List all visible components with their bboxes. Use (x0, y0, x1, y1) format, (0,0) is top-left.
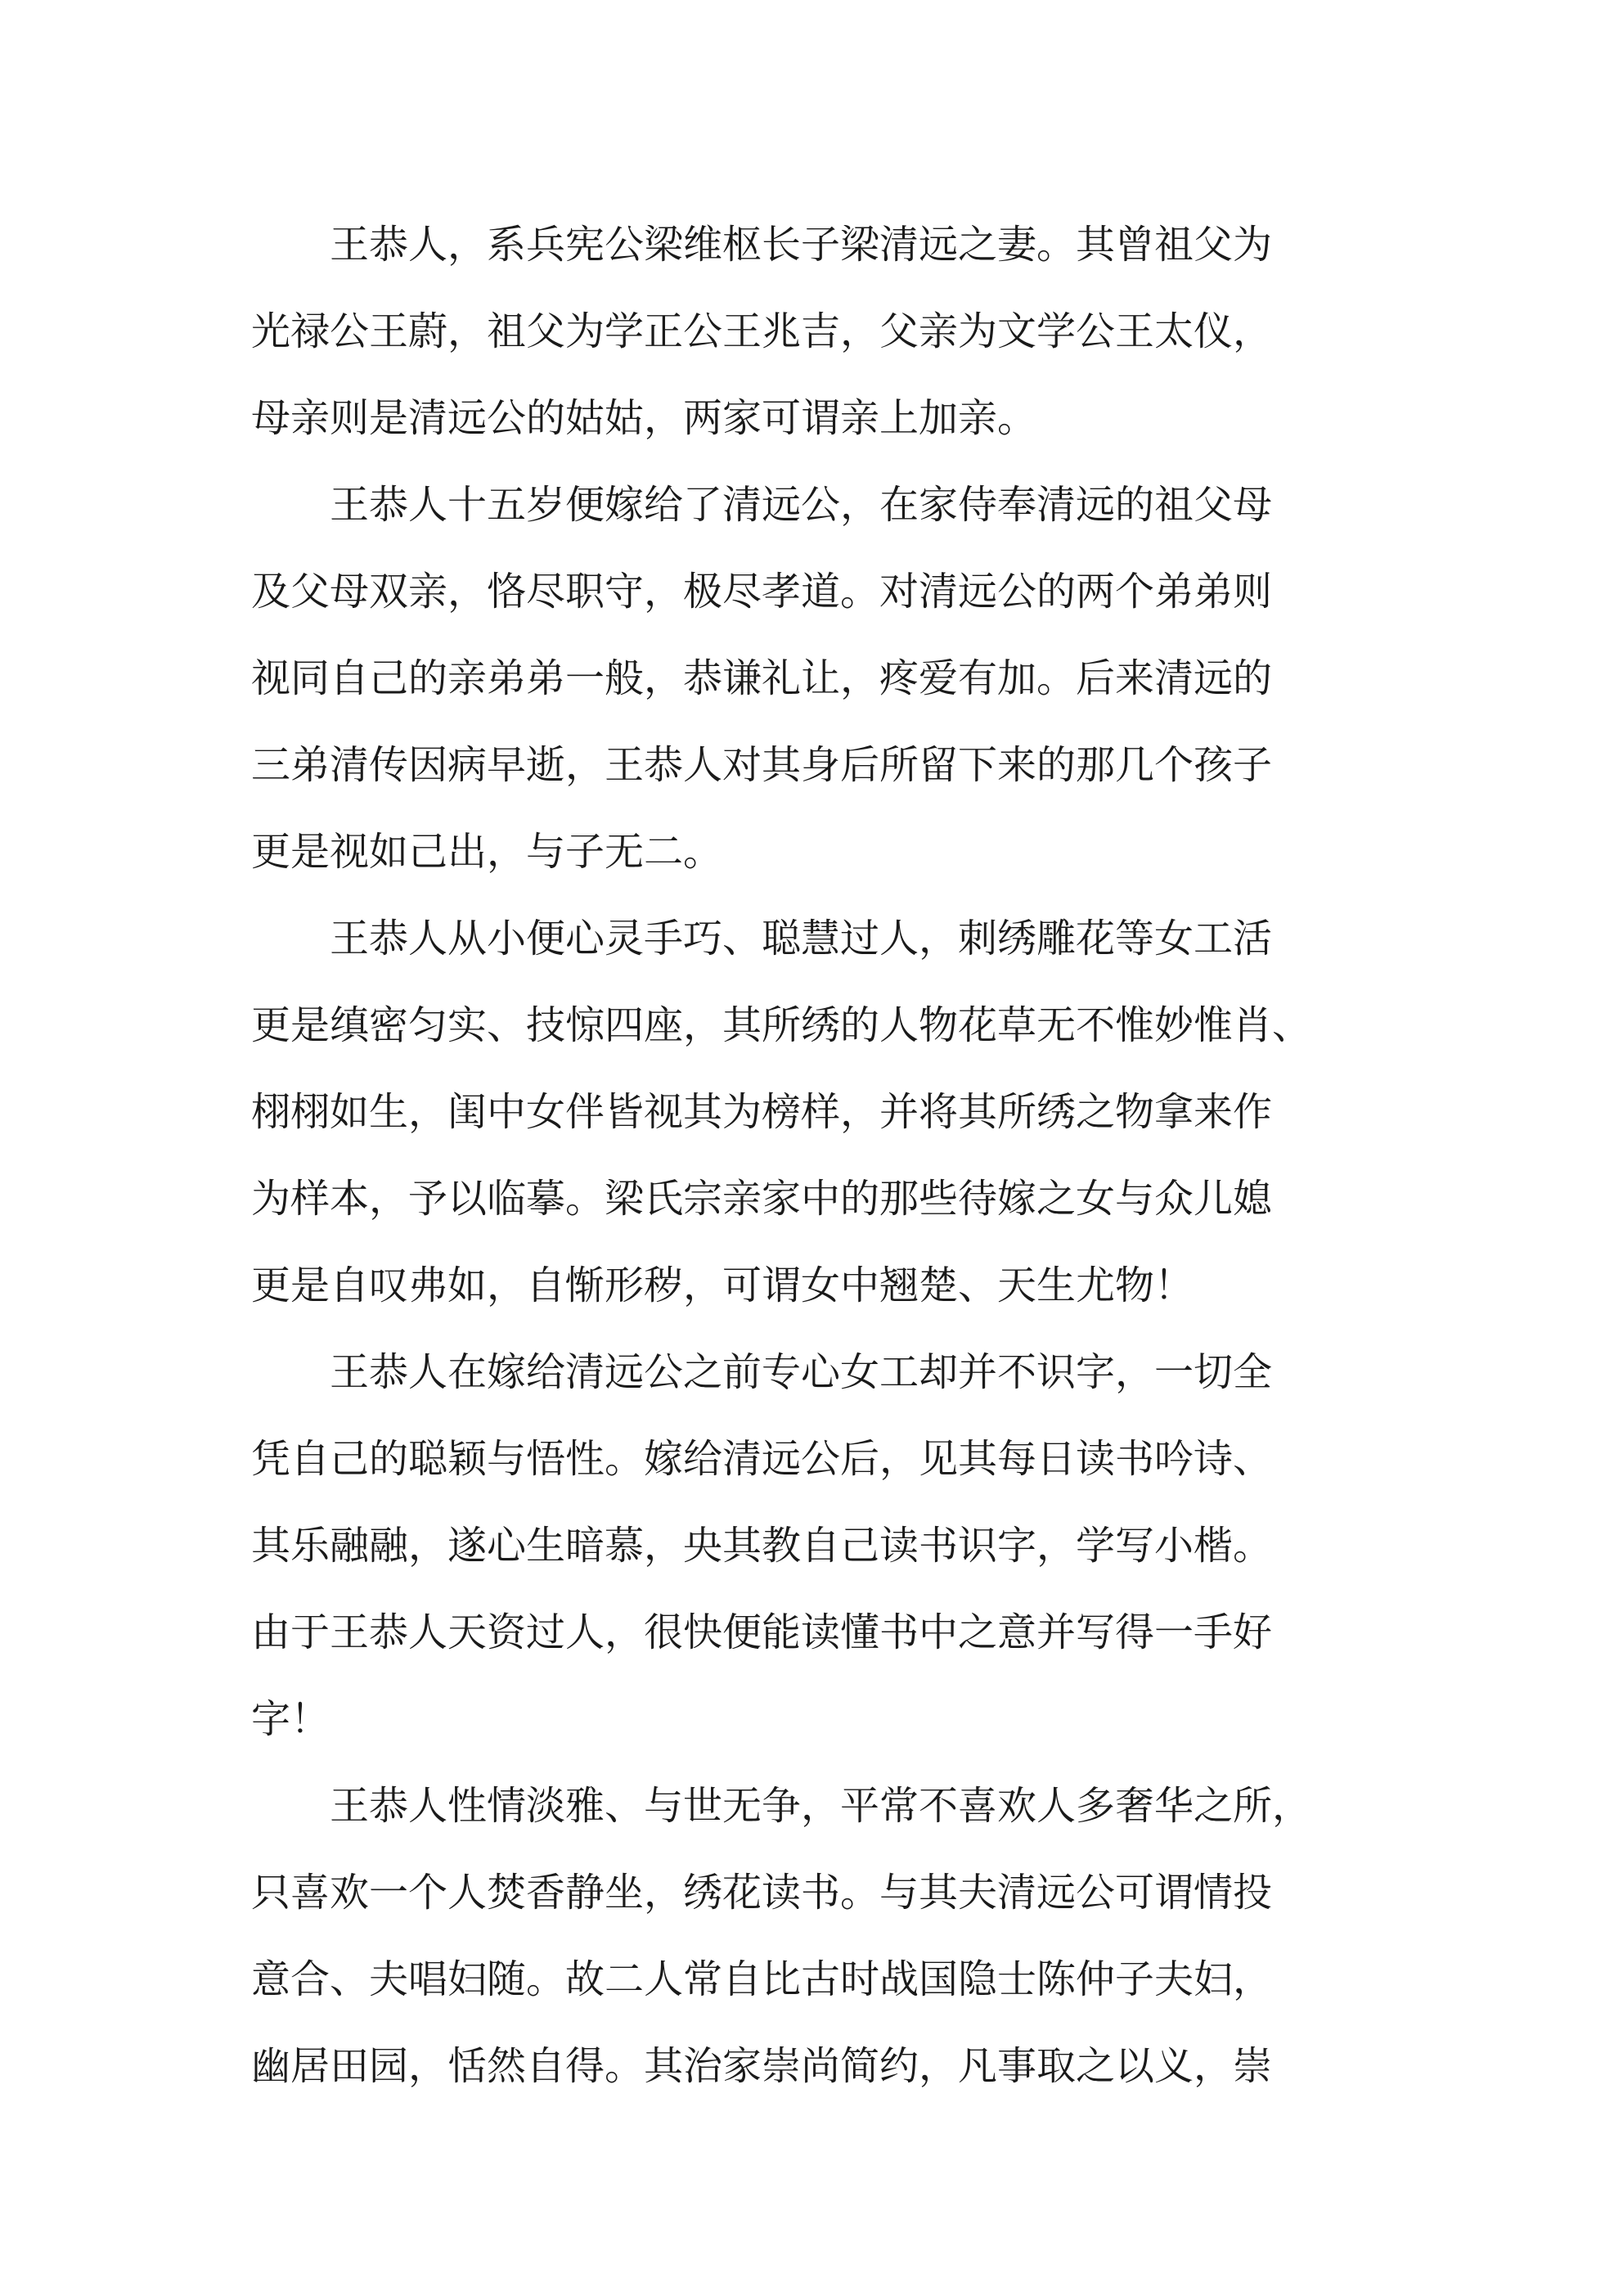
text-line: 视同自己的亲弟弟一般，恭谦礼让，疼爱有加。后来清远的 (251, 655, 1273, 701)
text-line: 王恭人性情淡雅、与世无争，平常不喜欢人多奢华之所， (251, 1783, 1312, 1829)
text-line: 其乐融融，遂心生暗慕，央其教自己读书识字，学写小楷。 (251, 1523, 1273, 1569)
text-line: 意合、夫唱妇随。故二人常自比古时战国隐士陈仲子夫妇， (251, 1956, 1273, 2002)
text-line: 母亲则是清远公的姑姑，两家可谓亲上加亲。 (251, 395, 1037, 441)
text-line: 只喜欢一个人焚香静坐，绣花读书。与其夫清远公可谓情投 (251, 1870, 1273, 1916)
text-line: 光禄公王蔚，祖父为学正公王兆吉，父亲为文学公王太仪， (251, 308, 1273, 354)
text-line: 由于王恭人天资过人，很快便能读懂书中之意并写得一手好 (251, 1609, 1273, 1655)
text-line: 幽居田园，恬然自得。其治家崇尚简约，凡事取之以义，崇 (251, 2043, 1273, 2089)
text-line: 栩栩如生，闺中女伴皆视其为榜样，并将其所绣之物拿来作 (251, 1089, 1273, 1135)
text-line: 字！ (251, 1696, 330, 1742)
text-line: 王恭人，系兵宪公梁维枢长子梁清远之妻。其曾祖父为 (251, 222, 1273, 268)
body-text (251, 201, 1396, 2109)
text-line: 王恭人十五岁便嫁给了清远公，在家侍奉清远的祖父母 (251, 482, 1273, 528)
text-line: 为样本，予以临摹。梁氏宗亲家中的那些待嫁之女与众儿媳 (251, 1176, 1273, 1222)
text-line: 更是自叹弗如，自惭形秽，可谓女中翘楚、天生尤物！ (251, 1263, 1194, 1308)
text-line: 王恭人在嫁给清远公之前专心女工却并不识字，一切全 (251, 1349, 1273, 1395)
text-line: 三弟清传因病早逝，王恭人对其身后所留下来的那几个孩子 (251, 742, 1273, 788)
text-line: 凭自己的聪颖与悟性。嫁给清远公后，见其每日读书吟诗、 (251, 1436, 1273, 1482)
text-line: 及父母双亲，恪尽职守，极尽孝道。对清远公的两个弟弟则 (251, 569, 1273, 615)
text-line: 更是视如己出，与子无二。 (251, 829, 723, 875)
text-line: 更是缜密匀实、技惊四座，其所绣的人物花草无不惟妙惟肖、 (251, 1002, 1312, 1048)
text-line: 王恭人从小便心灵手巧、聪慧过人，刺绣雕花等女工活 (251, 916, 1273, 961)
